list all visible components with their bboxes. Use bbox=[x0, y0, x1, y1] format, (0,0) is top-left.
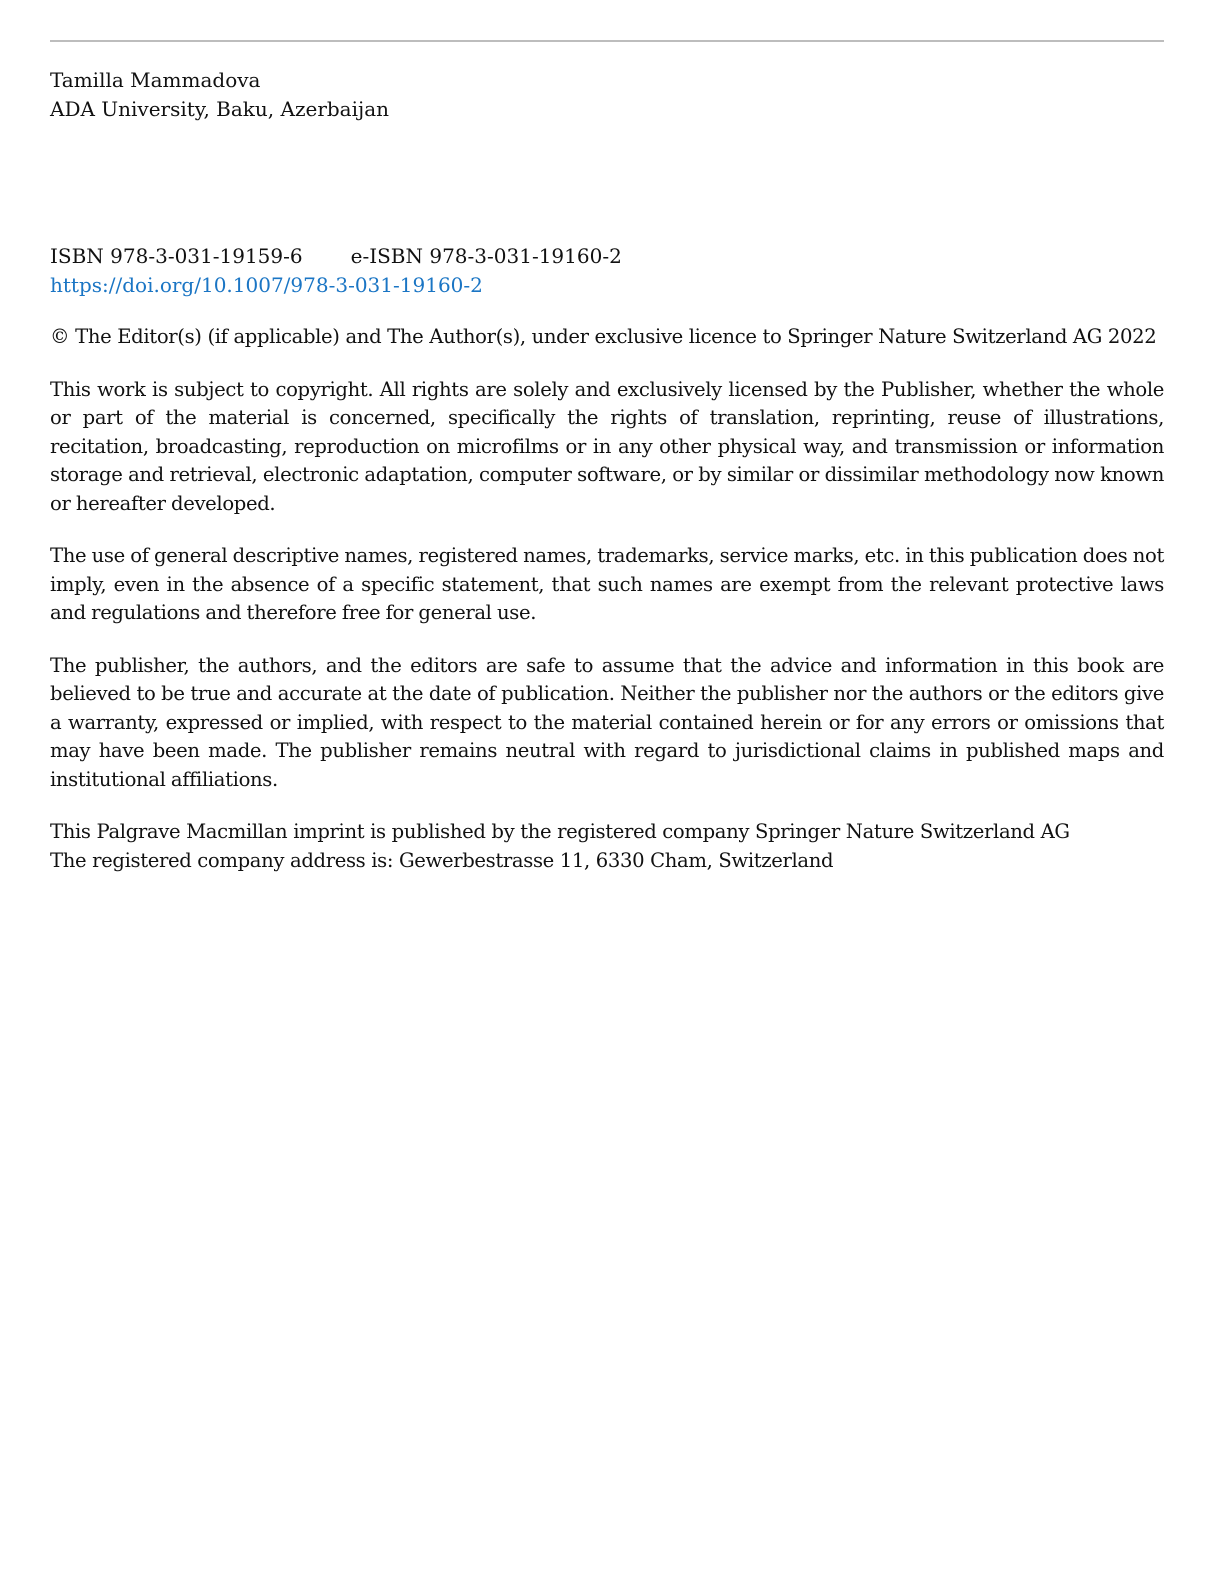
doi-row bbox=[50, 271, 1164, 300]
isbn-row bbox=[50, 242, 1164, 271]
disclaimer-paragraph: The publisher, the authors, and the editors are safe to assume that the advice and information in this book are believed to be true and accurate at the date of publication. Neither the publisher nor the authors or the editors give a warranty, expressed or implied, with respect to the material contained herein or for any errors or omissions that may have been made. The publisher remains neutral with regard to jurisdictional claims in published maps and institutional affiliations. bbox=[50, 653, 1164, 791]
doi-link[interactable]: https://doi.org/10.1007/978-3-031-19160-2 bbox=[50, 272, 483, 297]
rights-paragraph: This work is subject to copyright. All rights are solely and exclusively licensed by the Publisher, whether the whole or part of the material is concerned, specifically the rights of translation, reprinting, reuse of illustrations, recitation, broadcasting, reproduction on microfilms or in any other physical way, and transmission or information storage and retrieval, electronic adaptation, computer software, or by similar or dissimilar methodology now known or hereafter developed. bbox=[50, 377, 1164, 515]
publisher-address: The registered company address is: Gewerbestrasse 11, 6330 Cham, Switzerland bbox=[50, 848, 834, 872]
copyright-page bbox=[50, 66, 1164, 875]
electronic-isbn: e-ISBN 978-3-031-19160-2 bbox=[350, 244, 622, 268]
copyright-notice: © The Editor(s) (if applicable) and The Author(s), under exclusive licence to Springer Nature Switzerland AG 2022 bbox=[50, 325, 1157, 348]
author-block bbox=[50, 66, 1164, 123]
top-divider bbox=[50, 40, 1164, 42]
author-affiliation: ADA University, Baku, Azerbaijan bbox=[50, 96, 390, 121]
print-isbn: ISBN 978-3-031-19159-6 bbox=[50, 244, 303, 268]
publisher-block bbox=[50, 818, 1164, 875]
publisher-imprint: This Palgrave Macmillan imprint is published by the registered company Springer Nature Switzerland AG bbox=[50, 820, 1070, 843]
author-name: Tamilla Mammadova bbox=[50, 68, 261, 92]
names-paragraph: The use of general descriptive names, registered names, trademarks, service marks, etc. in this publication does not imply, even in the absence of a specific statement, that such names are exempt from the relevant protective laws and regulations and therefore free for general use. bbox=[50, 544, 1164, 624]
